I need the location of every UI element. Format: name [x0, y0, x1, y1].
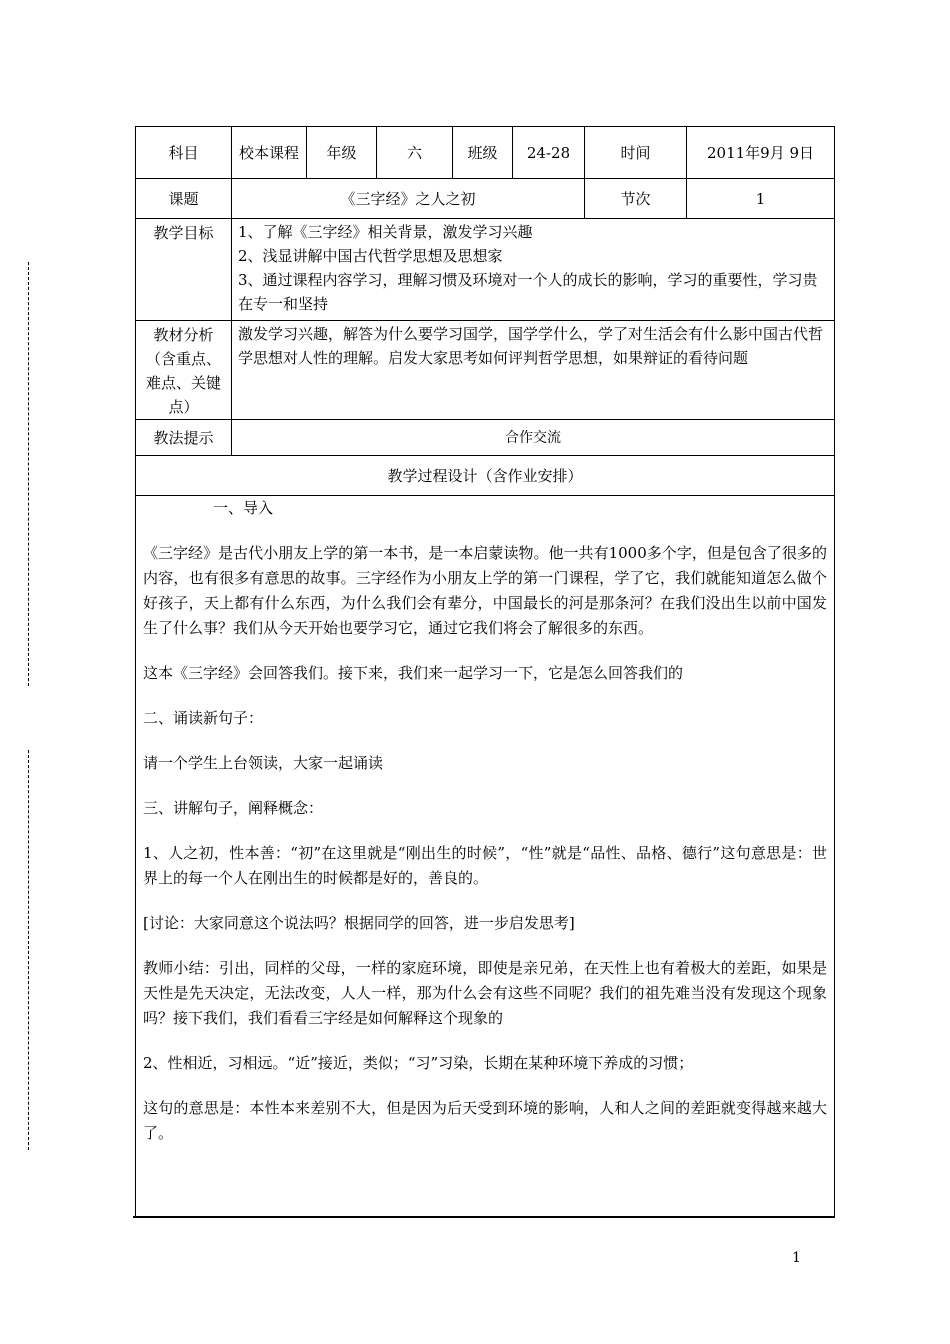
- goals-content: [232, 219, 835, 321]
- session-value: 1: [687, 179, 835, 219]
- method-label: 教法提示: [136, 420, 232, 456]
- explain-sentence-1: 1、人之初，性本善：“初”在这里就是“刚出生的时候”，“性”就是“品性、品格、德行”这句意思是：世界上的每一个人在刚出生的时候都是好的，善良的。: [143, 844, 827, 887]
- section-intro-heading: 一、导入: [213, 499, 274, 517]
- lesson-plan-table: [135, 126, 835, 1216]
- process-content-row: [136, 496, 835, 1217]
- class-value: 24-28: [513, 127, 585, 179]
- section-explain-heading: 三、讲解句子，阐释概念：: [143, 799, 324, 817]
- intro-question-paragraph: 这本《三字经》会回答我们。接下来，我们来一起学习一下，它是怎么回答我们的: [143, 664, 684, 682]
- header-row: [136, 127, 835, 179]
- section-recite-heading: 二、诵读新句子：: [143, 709, 264, 727]
- topic-label: 课题: [136, 179, 232, 219]
- topic-row: [136, 179, 835, 219]
- table-bottom-border: [133, 1216, 835, 1218]
- grade-label: 年级: [307, 127, 377, 179]
- subject-value: 校本课程: [232, 127, 307, 179]
- intro-paragraph: 《三字经》是古代小朋友上学的第一本书，是一本启蒙读物。他一共有1000多个字，但是包含了很多的内容，也有很多有意思的故事。三字经作为小朋友上学的第一门课程，学了它，我们就能知道怎么做个好孩子，天上都有什么东西，为什么我们会有辈分，中国最长的河是那条河？在我们没出生以前中国发生了什么事？我们从今天开始也要学习它，通过它我们将会了解很多的东西。: [143, 544, 827, 637]
- method-row: [136, 420, 835, 456]
- process-title: 教学过程设计（含作业安排）: [136, 456, 835, 496]
- analysis-content: [232, 321, 835, 420]
- analysis-row: [136, 321, 835, 420]
- binding-margin-line-bottom: [28, 750, 29, 1150]
- session-label: 节次: [585, 179, 687, 219]
- method-value: 合作交流: [232, 420, 835, 456]
- time-label: 时间: [585, 127, 687, 179]
- recite-paragraph: 请一个学生上台领读，大家一起诵读: [143, 754, 384, 772]
- process-content: [136, 496, 835, 1217]
- goals-row: [136, 219, 835, 321]
- teacher-summary-paragraph: 教师小结：引出，同样的父母，一样的家庭环境，即使是亲兄弟，在天性上也有着极大的差距，如果是天性是先天决定，无法改变，人人一样，那为什么会有这些不同呢？我们的祖先难当没有发现这个现象吗？接下我们，我们看看三字经是如何解释这个现象的: [143, 959, 827, 1027]
- discussion-paragraph: [讨论：大家同意这个说法吗？根据同学的回答，进一步启发思考]: [143, 914, 575, 932]
- explain-sentence-2: 2、性相近，习相远。“近”接近，类似；“习”习染，长期在某种环境下养成的习惯；: [143, 1054, 694, 1072]
- analysis-label: 教材分析（含重点、难点、关键点）: [136, 321, 232, 420]
- topic-value: 《三字经》之人之初: [232, 179, 585, 219]
- sentence-meaning-paragraph: 这句的意思是：本性本来差别不大，但是因为后天受到环境的影响，人和人之间的差距就变得越来越大了。: [143, 1099, 827, 1142]
- page-number: 1: [792, 1250, 801, 1266]
- class-label: 班级: [453, 127, 513, 179]
- process-title-row: [136, 456, 835, 496]
- goal-item-2: 2、浅显讲解中国古代哲学思想及思想家: [238, 247, 503, 265]
- subject-label: 科目: [136, 127, 232, 179]
- time-value: 2011年9月 9日: [687, 127, 835, 179]
- analysis-text: 激发学习兴趣，解答为什么要学习国学，国学学什么，学了对生活会有什么影中国古代哲学思想对人性的理解。启发大家思考如何评判哲学思想，如果辩证的看待问题: [238, 325, 824, 367]
- goal-item-3: 3、通过课程内容学习，理解习惯及环境对一个人的成长的影响，学习的重要性，学习贵在专一和坚持: [238, 271, 818, 313]
- binding-margin-line-top: [28, 262, 29, 686]
- goal-item-1: 1、了解《三字经》相关背景，激发学习兴趣: [238, 223, 533, 241]
- grade-value: 六: [377, 127, 453, 179]
- goals-label: 教学目标: [136, 219, 232, 321]
